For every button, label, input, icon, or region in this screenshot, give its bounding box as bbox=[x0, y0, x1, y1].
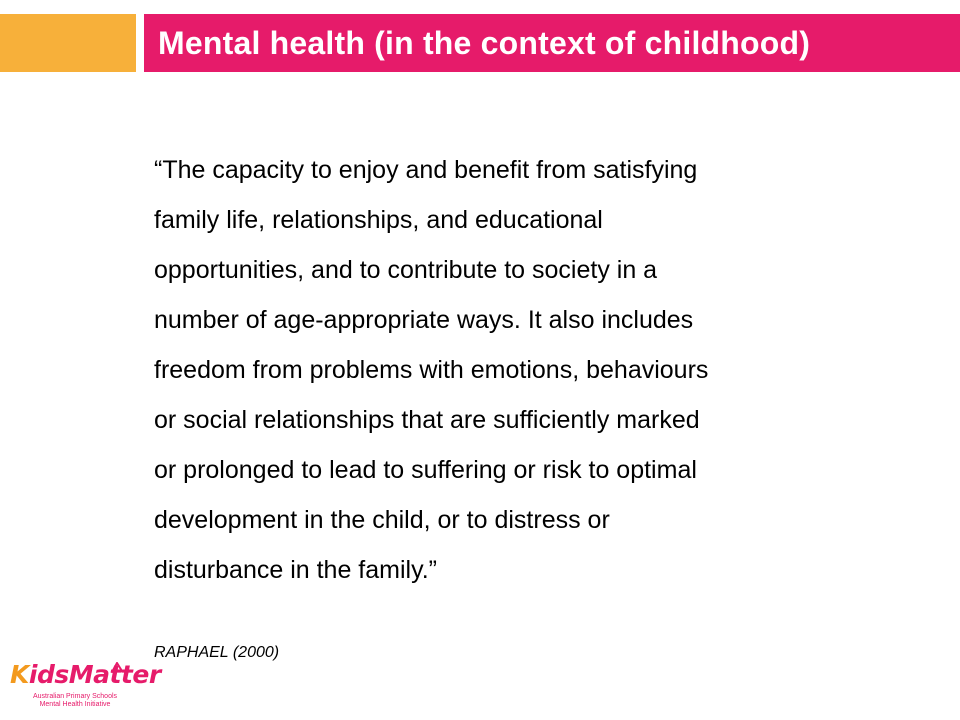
logo-subtitle-line: Australian Primary Schools bbox=[32, 693, 118, 700]
citation: RAPHAEL (2000) bbox=[154, 644, 280, 661]
quote-line: freedom from problems with emotions, behaviours bbox=[154, 356, 709, 384]
quote-line: number of age-appropriate ways. It also includes bbox=[154, 306, 694, 334]
quote-line: disturbance in the family.” bbox=[154, 556, 437, 584]
slide-title: Mental health (in the context of childhood) bbox=[158, 24, 811, 61]
quote-line: family life, relationships, and educational bbox=[154, 206, 603, 234]
quote-line: development in the child, or to distress or bbox=[154, 506, 610, 534]
logo-wordmark bbox=[10, 660, 161, 689]
quote-line: or social relationships that are sufficiently marked bbox=[154, 406, 700, 434]
logo-ids: ids bbox=[28, 660, 69, 689]
kidsmatter-logo bbox=[10, 660, 161, 712]
orange-accent-block bbox=[0, 14, 136, 72]
quote-line: or prolonged to lead to suffering or risk to optimal bbox=[154, 456, 697, 484]
title-bar bbox=[144, 14, 960, 72]
logo-subtitle bbox=[20, 693, 130, 709]
logo-subtitle-line: Mental Health Initiative bbox=[39, 701, 111, 708]
logo-spark-icon bbox=[110, 662, 124, 674]
logo-matter: Matter bbox=[68, 660, 161, 689]
quote-line: “The capacity to enjoy and benefit from satisfying bbox=[154, 156, 698, 184]
logo-letter-k: K bbox=[10, 660, 29, 689]
quote-block bbox=[154, 145, 894, 595]
quote-line: opportunities, and to contribute to society in a bbox=[154, 256, 658, 284]
